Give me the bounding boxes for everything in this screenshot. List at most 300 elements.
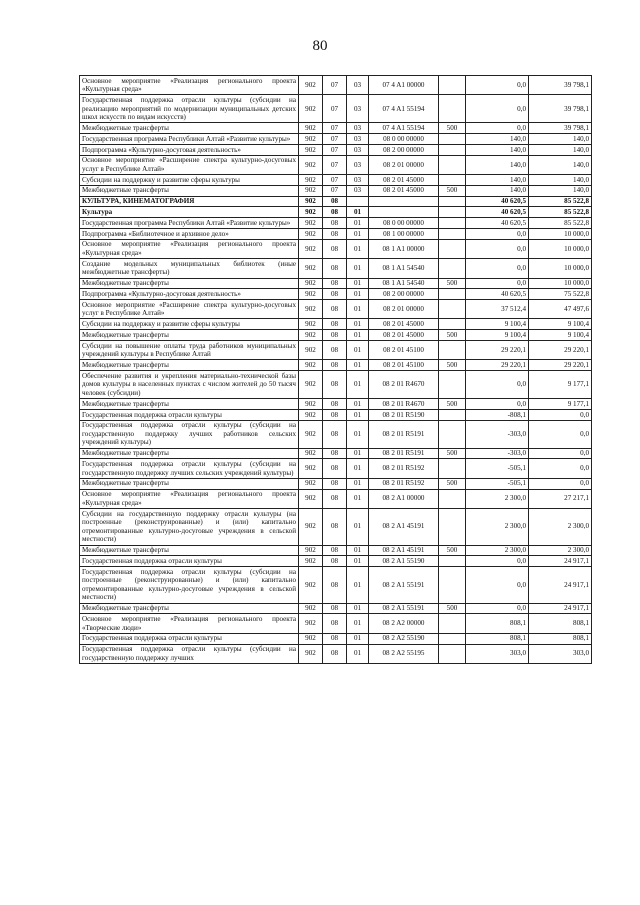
subsection-code-cell: 01 [347, 371, 369, 399]
section-code-cell: 07 [323, 185, 347, 196]
amount-first-year-cell: 808,1 [466, 614, 529, 633]
amount-first-year-cell: 37 512,4 [466, 300, 529, 319]
section-code-cell: 08 [323, 228, 347, 239]
ministry-code-cell: 902 [299, 207, 323, 218]
ministry-code-cell: 902 [299, 459, 323, 478]
expense-type-cell [439, 459, 466, 478]
row-name-cell: Субсидии на государственную поддержку отрасли культуры (на построенные (реконструированные) и (или) капитально отремонтированные культурно-досуговые учреждения в сельской местности) [80, 508, 299, 545]
amount-second-year-cell: 0,0 [529, 448, 592, 459]
expense-type-cell [439, 76, 466, 95]
target-article-cell: 08 2 01 R4670 [369, 371, 439, 399]
target-article-cell: 08 2 01 R4670 [369, 399, 439, 410]
row-name-cell: Основное мероприятие «Реализация регионального проекта «Культурная среда» [80, 239, 299, 258]
expense-type-cell [439, 371, 466, 399]
subsection-code-cell: 03 [347, 95, 369, 123]
subsection-code-cell: 01 [347, 614, 369, 633]
expense-type-cell [439, 218, 466, 229]
amount-first-year-cell: 140,0 [466, 155, 529, 174]
amount-second-year-cell: 24 917,1 [529, 556, 592, 567]
target-article-cell: 08 2 01 R5192 [369, 459, 439, 478]
table-row [80, 228, 592, 239]
row-name-cell: Межбюджетные трансферты [80, 360, 299, 371]
expense-type-cell [439, 300, 466, 319]
budget-table [79, 75, 592, 664]
target-article-cell: 08 2 A1 55190 [369, 556, 439, 567]
amount-second-year-cell: 39 798,1 [529, 76, 592, 95]
amount-second-year-cell: 10 000,0 [529, 228, 592, 239]
row-name-cell: Межбюджетные трансферты [80, 330, 299, 341]
amount-first-year-cell: 9 100,4 [466, 319, 529, 330]
table-row [80, 478, 592, 489]
expense-type-cell [439, 341, 466, 360]
subsection-code-cell: 01 [347, 218, 369, 229]
row-name-cell: Культура [80, 207, 299, 218]
section-code-cell: 08 [323, 644, 347, 663]
section-code-cell: 08 [323, 409, 347, 420]
ministry-code-cell: 902 [299, 289, 323, 300]
expense-type-cell [439, 409, 466, 420]
section-code-cell: 08 [323, 603, 347, 614]
target-article-cell: 07 4 A1 55194 [369, 95, 439, 123]
section-code-cell: 08 [323, 459, 347, 478]
expense-type-cell [439, 239, 466, 258]
section-code-cell: 08 [323, 556, 347, 567]
amount-first-year-cell: 2 300,0 [466, 489, 529, 508]
ministry-code-cell: 902 [299, 175, 323, 186]
subsection-code-cell: 03 [347, 144, 369, 155]
expense-type-cell [439, 614, 466, 633]
row-name-cell: Межбюджетные трансферты [80, 478, 299, 489]
amount-second-year-cell: 85 522,8 [529, 196, 592, 207]
row-name-cell: Основное мероприятие «Расширение спектра культурно-досуговых услуг в Республике Алтай» [80, 300, 299, 319]
section-code-cell: 08 [323, 289, 347, 300]
subsection-code-cell: 01 [347, 409, 369, 420]
ministry-code-cell: 902 [299, 239, 323, 258]
expense-type-cell: 500 [439, 185, 466, 196]
amount-first-year-cell: 40 620,5 [466, 196, 529, 207]
section-code-cell: 08 [323, 478, 347, 489]
table-row [80, 399, 592, 410]
amount-second-year-cell: 0,0 [529, 478, 592, 489]
amount-second-year-cell: 303,0 [529, 644, 592, 663]
target-article-cell: 08 1 A1 54540 [369, 259, 439, 278]
expense-type-cell: 500 [439, 360, 466, 371]
amount-second-year-cell: 140,0 [529, 185, 592, 196]
subsection-code-cell: 01 [347, 567, 369, 604]
row-name-cell: Государственная программа Республики Алтай «Развитие культуры» [80, 134, 299, 145]
expense-type-cell [439, 259, 466, 278]
table-row [80, 330, 592, 341]
table-row [80, 123, 592, 134]
amount-second-year-cell: 27 217,1 [529, 489, 592, 508]
amount-first-year-cell: 40 620,5 [466, 289, 529, 300]
row-name-cell: Государственная поддержка отрасли культуры [80, 556, 299, 567]
ministry-code-cell: 902 [299, 409, 323, 420]
table-row [80, 545, 592, 556]
subsection-code-cell: 03 [347, 76, 369, 95]
section-code-cell: 07 [323, 155, 347, 174]
subsection-code-cell: 01 [347, 278, 369, 289]
row-name-cell: Подпрограмма «Культурно-досуговая деятельность» [80, 144, 299, 155]
table-row [80, 278, 592, 289]
amount-second-year-cell: 10 000,0 [529, 278, 592, 289]
subsection-code-cell: 03 [347, 185, 369, 196]
amount-second-year-cell: 85 522,8 [529, 218, 592, 229]
subsection-code-cell: 01 [347, 644, 369, 663]
expense-type-cell [439, 633, 466, 644]
amount-first-year-cell: 0,0 [466, 228, 529, 239]
amount-second-year-cell: 29 220,1 [529, 341, 592, 360]
ministry-code-cell: 902 [299, 371, 323, 399]
table-row [80, 175, 592, 186]
table-row [80, 300, 592, 319]
row-name-cell: Основное мероприятие «Реализация регионального проекта «Культурная среда» [80, 489, 299, 508]
amount-second-year-cell: 10 000,0 [529, 259, 592, 278]
section-code-cell: 08 [323, 420, 347, 448]
subsection-code-cell: 03 [347, 155, 369, 174]
subsection-code-cell: 03 [347, 123, 369, 134]
amount-first-year-cell: 0,0 [466, 259, 529, 278]
table-row [80, 614, 592, 633]
ministry-code-cell: 902 [299, 76, 323, 95]
row-name-cell: Государственная поддержка отрасли культуры (субсидии на государственную поддержку лучших работников сельских учреждений культуры) [80, 420, 299, 448]
table-row [80, 603, 592, 614]
amount-second-year-cell: 808,1 [529, 614, 592, 633]
table-row [80, 360, 592, 371]
ministry-code-cell: 902 [299, 319, 323, 330]
target-article-cell: 08 2 A1 45191 [369, 508, 439, 545]
expense-type-cell [439, 155, 466, 174]
table-row [80, 489, 592, 508]
ministry-code-cell: 902 [299, 155, 323, 174]
target-article-cell: 08 2 A2 00000 [369, 614, 439, 633]
amount-second-year-cell: 9 100,4 [529, 319, 592, 330]
section-code-cell: 07 [323, 95, 347, 123]
amount-first-year-cell: 140,0 [466, 175, 529, 186]
subsection-code-cell: 01 [347, 603, 369, 614]
amount-second-year-cell: 75 522,8 [529, 289, 592, 300]
row-name-cell: Создание модельных муниципальных библиотек (иные межбюджетные трансферты) [80, 259, 299, 278]
amount-first-year-cell: -505,1 [466, 459, 529, 478]
amount-first-year-cell: 140,0 [466, 134, 529, 145]
table-row [80, 218, 592, 229]
row-name-cell: Государственная поддержка отрасли культуры (субсидии на построенные (реконструированные) и (или) капитально отремонтированные культурно-досуговые учреждения в сельской местности) [80, 567, 299, 604]
amount-first-year-cell: 808,1 [466, 633, 529, 644]
subsection-code-cell: 01 [347, 556, 369, 567]
expense-type-cell [439, 134, 466, 145]
section-code-cell: 08 [323, 614, 347, 633]
row-name-cell: Основное мероприятие «Расширение спектра культурно-досуговых услуг в Республике Алтай» [80, 155, 299, 174]
amount-first-year-cell: 40 620,5 [466, 218, 529, 229]
amount-second-year-cell: 24 917,1 [529, 567, 592, 604]
amount-second-year-cell: 85 522,8 [529, 207, 592, 218]
target-article-cell: 08 2 00 00000 [369, 144, 439, 155]
expense-type-cell: 500 [439, 478, 466, 489]
ministry-code-cell: 902 [299, 259, 323, 278]
section-code-cell: 08 [323, 360, 347, 371]
section-code-cell: 08 [323, 239, 347, 258]
table-row [80, 95, 592, 123]
row-name-cell: Межбюджетные трансферты [80, 278, 299, 289]
section-code-cell: 08 [323, 508, 347, 545]
subsection-code-cell: 01 [347, 399, 369, 410]
target-article-cell: 08 2 01 45100 [369, 360, 439, 371]
target-article-cell: 08 2 01 00000 [369, 155, 439, 174]
table-row [80, 196, 592, 207]
amount-second-year-cell: 0,0 [529, 420, 592, 448]
amount-second-year-cell: 0,0 [529, 459, 592, 478]
subsection-code-cell [347, 196, 369, 207]
ministry-code-cell: 902 [299, 341, 323, 360]
ministry-code-cell: 902 [299, 489, 323, 508]
ministry-code-cell: 902 [299, 567, 323, 604]
table-row [80, 185, 592, 196]
subsection-code-cell: 01 [347, 341, 369, 360]
amount-first-year-cell: -303,0 [466, 448, 529, 459]
expense-type-cell [439, 144, 466, 155]
table-row [80, 134, 592, 145]
expense-type-cell [439, 420, 466, 448]
amount-first-year-cell: -808,1 [466, 409, 529, 420]
expense-type-cell [439, 489, 466, 508]
amount-first-year-cell: 2 300,0 [466, 508, 529, 545]
target-article-cell: 08 2 A1 55191 [369, 567, 439, 604]
target-article-cell: 08 2 00 00000 [369, 289, 439, 300]
amount-first-year-cell: 0,0 [466, 556, 529, 567]
subsection-code-cell: 01 [347, 207, 369, 218]
table-row [80, 556, 592, 567]
target-article-cell: 08 2 01 R5191 [369, 420, 439, 448]
ministry-code-cell: 902 [299, 644, 323, 663]
target-article-cell: 08 2 01 45100 [369, 341, 439, 360]
row-name-cell: КУЛЬТУРА, КИНЕМАТОГРАФИЯ [80, 196, 299, 207]
row-name-cell: Государственная поддержка отрасли культуры [80, 633, 299, 644]
ministry-code-cell: 902 [299, 123, 323, 134]
section-code-cell: 08 [323, 330, 347, 341]
section-code-cell: 07 [323, 144, 347, 155]
amount-first-year-cell: 0,0 [466, 95, 529, 123]
target-article-cell: 08 2 A1 45191 [369, 545, 439, 556]
amount-second-year-cell: 24 917,1 [529, 603, 592, 614]
expense-type-cell: 500 [439, 603, 466, 614]
section-code-cell: 07 [323, 76, 347, 95]
table-row [80, 144, 592, 155]
expense-type-cell: 500 [439, 278, 466, 289]
subsection-code-cell: 01 [347, 478, 369, 489]
table-row [80, 448, 592, 459]
amount-first-year-cell: -505,1 [466, 478, 529, 489]
amount-first-year-cell: 0,0 [466, 567, 529, 604]
target-article-cell: 08 2 01 45000 [369, 175, 439, 186]
target-article-cell: 08 1 A1 00000 [369, 239, 439, 258]
target-article-cell: 08 2 01 45000 [369, 185, 439, 196]
expense-type-cell: 500 [439, 330, 466, 341]
section-code-cell: 08 [323, 300, 347, 319]
ministry-code-cell: 902 [299, 508, 323, 545]
ministry-code-cell: 902 [299, 278, 323, 289]
section-code-cell: 08 [323, 259, 347, 278]
table-row [80, 459, 592, 478]
expense-type-cell: 500 [439, 399, 466, 410]
row-name-cell: Субсидии на повышение оплаты труда работников муниципальных учреждений культуры в Республике Алтай [80, 341, 299, 360]
ministry-code-cell: 902 [299, 556, 323, 567]
table-row [80, 319, 592, 330]
expense-type-cell [439, 207, 466, 218]
expense-type-cell [439, 196, 466, 207]
section-code-cell: 08 [323, 448, 347, 459]
target-article-cell: 08 2 01 R5190 [369, 409, 439, 420]
table-row [80, 644, 592, 663]
subsection-code-cell: 01 [347, 459, 369, 478]
target-article-cell [369, 207, 439, 218]
subsection-code-cell: 01 [347, 259, 369, 278]
table-row [80, 371, 592, 399]
target-article-cell: 08 0 00 00000 [369, 134, 439, 145]
target-article-cell: 08 0 00 00000 [369, 218, 439, 229]
table-row [80, 508, 592, 545]
expense-type-cell [439, 508, 466, 545]
subsection-code-cell: 01 [347, 300, 369, 319]
amount-second-year-cell: 9 177,1 [529, 371, 592, 399]
target-article-cell: 08 2 01 45000 [369, 319, 439, 330]
table-row [80, 633, 592, 644]
section-code-cell: 08 [323, 319, 347, 330]
amount-first-year-cell: 0,0 [466, 399, 529, 410]
ministry-code-cell: 902 [299, 134, 323, 145]
amount-second-year-cell: 9 100,4 [529, 330, 592, 341]
amount-second-year-cell: 2 300,0 [529, 508, 592, 545]
section-code-cell: 08 [323, 545, 347, 556]
ministry-code-cell: 902 [299, 399, 323, 410]
amount-first-year-cell: -303,0 [466, 420, 529, 448]
target-article-cell: 08 2 01 45000 [369, 330, 439, 341]
amount-first-year-cell: 303,0 [466, 644, 529, 663]
subsection-code-cell: 03 [347, 175, 369, 186]
section-code-cell: 08 [323, 207, 347, 218]
subsection-code-cell: 01 [347, 448, 369, 459]
amount-first-year-cell: 140,0 [466, 144, 529, 155]
ministry-code-cell: 902 [299, 614, 323, 633]
section-code-cell: 08 [323, 399, 347, 410]
subsection-code-cell: 03 [347, 134, 369, 145]
subsection-code-cell: 01 [347, 489, 369, 508]
ministry-code-cell: 902 [299, 300, 323, 319]
row-name-cell: Обеспечение развития и укрепления материально-технической базы домов культуры в населенных пунктах с числом жителей до 50 тысяч человек (субсидии) [80, 371, 299, 399]
amount-first-year-cell: 40 620,5 [466, 207, 529, 218]
subsection-code-cell: 01 [347, 228, 369, 239]
target-article-cell: 08 2 A1 00000 [369, 489, 439, 508]
amount-second-year-cell: 808,1 [529, 633, 592, 644]
ministry-code-cell: 902 [299, 603, 323, 614]
row-name-cell: Межбюджетные трансферты [80, 448, 299, 459]
expense-type-cell: 500 [439, 545, 466, 556]
expense-type-cell [439, 319, 466, 330]
row-name-cell: Подпрограмма «Библиотечное и архивное дело» [80, 228, 299, 239]
amount-first-year-cell: 9 100,4 [466, 330, 529, 341]
row-name-cell: Государственная поддержка отрасли культуры (субсидии на государственную поддержку лучших сельских учреждений культуры) [80, 459, 299, 478]
subsection-code-cell: 01 [347, 289, 369, 300]
ministry-code-cell: 902 [299, 448, 323, 459]
ministry-code-cell: 902 [299, 196, 323, 207]
expense-type-cell [439, 228, 466, 239]
section-code-cell: 08 [323, 218, 347, 229]
amount-first-year-cell: 29 220,1 [466, 360, 529, 371]
row-name-cell: Межбюджетные трансферты [80, 123, 299, 134]
table-row [80, 420, 592, 448]
subsection-code-cell: 01 [347, 545, 369, 556]
page-number: 80 [312, 38, 328, 54]
expense-type-cell: 500 [439, 123, 466, 134]
row-name-cell: Субсидии на поддержку и развитие сферы культуры [80, 175, 299, 186]
section-code-cell: 07 [323, 123, 347, 134]
row-name-cell: Межбюджетные трансферты [80, 185, 299, 196]
expense-type-cell [439, 95, 466, 123]
amount-first-year-cell: 0,0 [466, 76, 529, 95]
target-article-cell: 08 2 A2 55190 [369, 633, 439, 644]
expense-type-cell [439, 644, 466, 663]
row-name-cell: Межбюджетные трансферты [80, 399, 299, 410]
ministry-code-cell: 902 [299, 478, 323, 489]
table-row [80, 239, 592, 258]
amount-first-year-cell: 2 300,0 [466, 545, 529, 556]
section-code-cell: 08 [323, 567, 347, 604]
amount-second-year-cell: 140,0 [529, 155, 592, 174]
section-code-cell: 07 [323, 134, 347, 145]
expense-type-cell: 500 [439, 448, 466, 459]
amount-second-year-cell: 9 177,1 [529, 399, 592, 410]
target-article-cell: 08 1 A1 54540 [369, 278, 439, 289]
amount-first-year-cell: 0,0 [466, 123, 529, 134]
row-name-cell: Основное мероприятие «Реализация регионального проекта «Творческие люди» [80, 614, 299, 633]
target-article-cell: 08 2 A1 55191 [369, 603, 439, 614]
subsection-code-cell: 01 [347, 330, 369, 341]
table-row [80, 409, 592, 420]
amount-first-year-cell: 0,0 [466, 371, 529, 399]
amount-first-year-cell: 140,0 [466, 185, 529, 196]
section-code-cell: 08 [323, 371, 347, 399]
ministry-code-cell: 902 [299, 95, 323, 123]
expense-type-cell [439, 175, 466, 186]
section-code-cell: 08 [323, 633, 347, 644]
amount-first-year-cell: 0,0 [466, 278, 529, 289]
amount-second-year-cell: 2 300,0 [529, 545, 592, 556]
target-article-cell: 07 4 A1 55194 [369, 123, 439, 134]
section-code-cell: 08 [323, 341, 347, 360]
table-row [80, 76, 592, 95]
table-row [80, 567, 592, 604]
table-row [80, 155, 592, 174]
amount-first-year-cell: 0,0 [466, 603, 529, 614]
ministry-code-cell: 902 [299, 360, 323, 371]
target-article-cell: 08 2 A2 55195 [369, 644, 439, 663]
target-article-cell: 07 4 A1 00000 [369, 76, 439, 95]
table-row [80, 259, 592, 278]
amount-second-year-cell: 140,0 [529, 175, 592, 186]
amount-second-year-cell: 29 220,1 [529, 360, 592, 371]
row-name-cell: Субсидии на поддержку и развитие сферы культуры [80, 319, 299, 330]
table-row [80, 341, 592, 360]
ministry-code-cell: 902 [299, 218, 323, 229]
amount-second-year-cell: 39 798,1 [529, 95, 592, 123]
section-code-cell: 08 [323, 489, 347, 508]
section-code-cell: 08 [323, 278, 347, 289]
row-name-cell: Межбюджетные трансферты [80, 545, 299, 556]
subsection-code-cell: 01 [347, 633, 369, 644]
amount-second-year-cell: 10 000,0 [529, 239, 592, 258]
ministry-code-cell: 902 [299, 420, 323, 448]
table-row [80, 207, 592, 218]
target-article-cell: 08 2 01 R5192 [369, 478, 439, 489]
